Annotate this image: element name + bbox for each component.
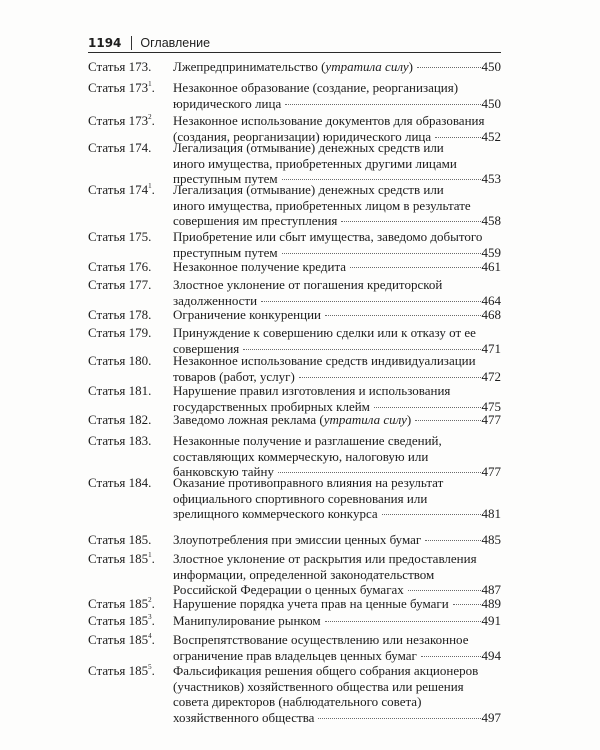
- article-title: [173, 433, 483, 480]
- article-title: [173, 307, 483, 323]
- dot-leader: [285, 104, 483, 105]
- article-title: [173, 182, 483, 229]
- article-superscript: 5: [148, 662, 152, 671]
- article-title: [173, 353, 483, 384]
- article-number: Статья $173^2$.: [88, 112, 155, 128]
- title-line: Нарушение порядка учета прав на ценные бумаги: [173, 596, 483, 612]
- title-line: государственных пробирных клейм: [173, 399, 483, 415]
- toc-page-number: 472: [481, 368, 501, 384]
- title-line: ограничение прав владельцев ценных бумаг: [173, 648, 483, 664]
- article-number: Статья $185^4$.: [88, 631, 155, 647]
- title-line: иного имущества, приобретенных лицом в результате: [173, 197, 471, 213]
- italic-note: утратила силу: [323, 412, 407, 427]
- article-title: [173, 140, 483, 187]
- title-line: Злостное уклонение от раскрытия или предоставления: [173, 551, 477, 566]
- title-line: Оказание противоправного влияния на результат: [173, 475, 444, 490]
- page-number: 1194: [88, 36, 122, 50]
- toc-page-number: 489: [481, 596, 501, 611]
- toc-entry[interactable]: [88, 475, 501, 522]
- dot-leader: [341, 221, 483, 222]
- title-line: Ограничение конкуренции: [173, 307, 483, 323]
- title-line: (участников) хозяйственного общества или решения: [173, 678, 464, 694]
- article-title: [173, 551, 483, 598]
- toc-page-number: 452: [481, 128, 501, 144]
- title-line: товаров (работ, услуг): [173, 369, 483, 385]
- toc-page-number: 481: [481, 506, 501, 521]
- toc-entry[interactable]: [88, 412, 501, 428]
- toc-page-number: 477: [481, 464, 501, 479]
- dot-leader: [421, 656, 483, 657]
- toc-entry[interactable]: [88, 229, 501, 260]
- title-line: банковскую тайну: [173, 464, 483, 480]
- toc-entry[interactable]: [88, 532, 501, 548]
- dot-leader: [318, 718, 483, 719]
- title-line: Легализация (отмывание) денежных средств или: [173, 140, 444, 155]
- article-number: Статья 177.: [88, 277, 152, 292]
- title-line: зрелищного коммерческого конкурса: [173, 506, 483, 522]
- dot-leader: [382, 514, 483, 515]
- title-line: официального спортивного соревнования или: [173, 490, 428, 506]
- article-number: Статья $185^3$.: [88, 612, 155, 628]
- toc-entry[interactable]: [88, 182, 501, 229]
- title-line: преступным путем: [173, 171, 483, 187]
- toc-page-number: 461: [481, 259, 501, 274]
- article-title: [173, 277, 483, 308]
- title-line: Российской Федерации о ценных бумагах: [173, 582, 483, 598]
- toc-page-number: 475: [481, 398, 501, 414]
- article-number: Статья 176.: [88, 259, 152, 274]
- title-line: хозяйственного общества: [173, 710, 483, 726]
- title-line: Незаконное получение кредита: [173, 259, 483, 275]
- title-line: Воспрепятствование осуществлению или незаконное: [173, 632, 469, 647]
- article-superscript: 3: [148, 612, 152, 621]
- article-title: [173, 475, 483, 522]
- article-number: Статья 185.: [88, 532, 152, 547]
- toc-page-number: 468: [481, 307, 501, 322]
- toc-entry[interactable]: [88, 596, 501, 612]
- article-number: Статья 183.: [88, 433, 152, 448]
- dot-leader: [417, 67, 483, 68]
- running-header: [88, 34, 501, 52]
- article-number: Статья 175.: [88, 229, 152, 244]
- toc-entry[interactable]: [88, 353, 501, 384]
- article-title: [173, 613, 483, 629]
- toc-entry[interactable]: [88, 140, 501, 187]
- toc-entry[interactable]: [88, 632, 501, 663]
- article-title: [173, 663, 483, 725]
- title-line: Манипулирование рынком: [173, 613, 483, 629]
- title-line: Злостное уклонение от погашения кредиторской: [173, 277, 443, 292]
- article-title: [173, 80, 483, 111]
- header-rule: [88, 52, 501, 53]
- dot-leader: [350, 267, 483, 268]
- toc-page-number: 477: [481, 412, 501, 427]
- article-number: Статья $174^1$.: [88, 181, 155, 197]
- article-number: Статья 179.: [88, 325, 152, 340]
- title-line: Незаконные получение и разглашение сведений,: [173, 433, 442, 448]
- title-line: Незаконное образование (создание, реорганизация): [173, 80, 459, 95]
- title-line: информации, определенной законодательством: [173, 566, 435, 582]
- article-superscript: 2: [148, 595, 152, 604]
- article-number: Статья 174.: [88, 140, 152, 155]
- title-line: иного имущества, приобретенных другими лицами: [173, 155, 457, 171]
- article-number: Статья 184.: [88, 475, 152, 490]
- article-title: [173, 325, 483, 356]
- title-line: преступным путем: [173, 245, 483, 261]
- title-line: составляющих коммерческую, налоговую или: [173, 448, 429, 464]
- title-line: совершения: [173, 341, 483, 357]
- article-title: [173, 412, 483, 428]
- toc-page-number: 453: [481, 171, 501, 186]
- toc-page-number: 450: [481, 95, 501, 111]
- article-number: Статья 181.: [88, 383, 152, 398]
- article-title: [173, 229, 483, 260]
- dot-leader: [243, 349, 483, 350]
- article-number: Статья 180.: [88, 353, 152, 368]
- toc-page-number: 485: [481, 532, 501, 547]
- article-number: Статья $185^5$.: [88, 662, 155, 678]
- toc-page-number: 494: [481, 647, 501, 663]
- article-title: [173, 383, 483, 414]
- title-line: Злоупотребления при эмиссии ценных бумаг: [173, 532, 483, 548]
- title-line: Фальсификация решения общего собрания акционеров: [173, 663, 479, 678]
- article-number: Статья $185^1$.: [88, 550, 155, 566]
- dot-leader: [325, 621, 483, 622]
- title-line: (создания, реорганизации) юридического лица: [173, 129, 483, 145]
- title-line: Приобретение или сбыт имущества, заведомо добытого: [173, 229, 483, 244]
- toc-entry[interactable]: [88, 613, 501, 629]
- dot-leader: [408, 590, 483, 591]
- toc-entry[interactable]: [88, 59, 501, 75]
- article-title: [173, 532, 483, 548]
- toc-page-number: 464: [481, 292, 501, 308]
- title-line: Нарушение правил изготовления и использования: [173, 383, 451, 398]
- italic-note: утратила силу: [325, 59, 409, 74]
- title-line: Незаконное использование средств индивидуализации: [173, 353, 476, 368]
- dot-leader: [415, 420, 483, 421]
- header-separator: [131, 36, 132, 50]
- article-superscript: 1: [148, 181, 152, 190]
- title-line: совета директоров (наблюдательного совета): [173, 694, 422, 709]
- article-title: [173, 632, 483, 663]
- toc-entry[interactable]: [88, 663, 501, 725]
- toc-page-number: 459: [481, 244, 501, 260]
- toc-page-number: 491: [481, 613, 501, 628]
- article-number: Статья 182.: [88, 412, 152, 427]
- title-line: задолженности: [173, 293, 483, 309]
- toc-page-number: 487: [481, 582, 501, 597]
- article-title: [173, 59, 483, 75]
- section-title: Оглавление: [140, 36, 211, 50]
- article-superscript: 1: [148, 79, 152, 88]
- article-superscript: 1: [148, 550, 152, 559]
- title-line: юридического лица: [173, 96, 483, 112]
- toc-entry[interactable]: [88, 80, 501, 111]
- dot-leader: [325, 315, 483, 316]
- dot-leader: [299, 377, 483, 378]
- toc-page-number: 471: [481, 340, 501, 356]
- dot-leader: [282, 253, 483, 254]
- article-title: [173, 596, 483, 612]
- dot-leader: [261, 301, 483, 302]
- toc-entry[interactable]: [88, 307, 501, 323]
- toc-entry[interactable]: [88, 383, 501, 414]
- article-superscript: 2: [148, 112, 152, 121]
- title-line: Незаконное использование документов для образования: [173, 113, 485, 128]
- toc-entry[interactable]: [88, 277, 501, 308]
- toc-entry[interactable]: [88, 259, 501, 275]
- title-line: Принуждение к совершению сделки или к отказу от ее: [173, 325, 476, 340]
- title-line: Легализация (отмывание) денежных средств или: [173, 182, 444, 197]
- toc-entry[interactable]: [88, 325, 501, 356]
- dot-leader: [278, 472, 483, 473]
- article-number: Статья 178.: [88, 307, 152, 322]
- toc-entry[interactable]: [88, 433, 501, 480]
- article-number: Статья $173^1$.: [88, 79, 155, 95]
- toc-entry[interactable]: [88, 551, 501, 598]
- article-title: [173, 259, 483, 275]
- article-number: Статья $185^2$.: [88, 595, 155, 611]
- toc-page-number: 458: [481, 213, 501, 228]
- toc-page-number: 497: [481, 709, 501, 725]
- toc-page-number: 450: [481, 59, 501, 74]
- dot-leader: [282, 179, 483, 180]
- article-superscript: 4: [148, 631, 152, 640]
- title-line: Лжепредпринимательство (утратила силу): [173, 59, 483, 75]
- title-line: Заведомо ложная реклама (утратила силу): [173, 412, 483, 428]
- article-number: Статья 173.: [88, 59, 152, 74]
- title-line: совершения им преступления: [173, 213, 483, 229]
- dot-leader: [374, 407, 483, 408]
